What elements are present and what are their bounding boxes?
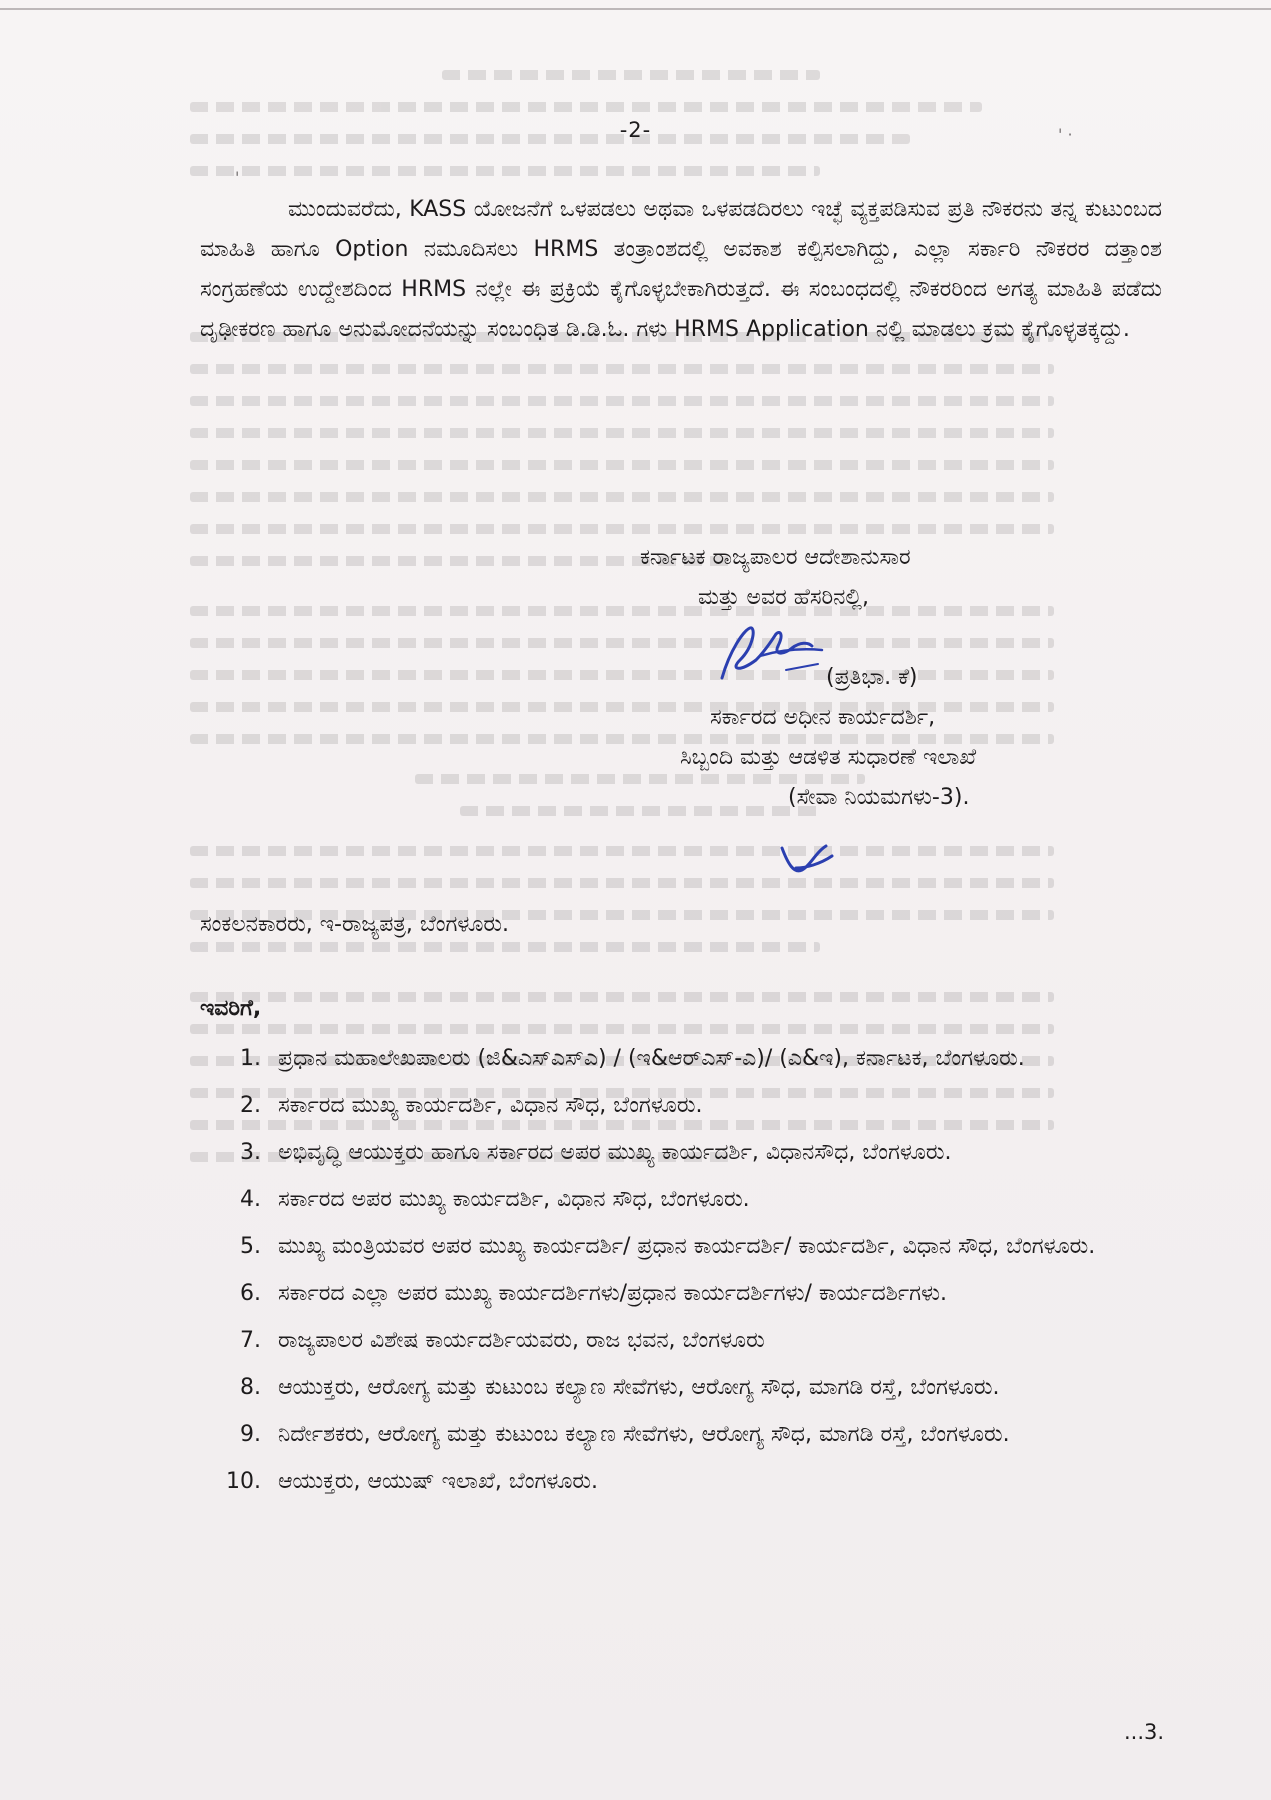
list-item-text: ಪ್ರಧಾನ ಮಹಾಲೇಖಪಾಲರು (ಜಿ&ಎಸ್‌ಎಸ್‌ಎ) / (ಇ&ಆರ್‌ಎಸ್-ಎ)/ (ಎ&ಇ), ಕರ್ನಾಟಕ, ಬೆಂಗಳೂರು. [278,1046,1025,1071]
list-item-number: 2. [240,1093,261,1118]
scan-edge-line [0,8,1271,10]
body-paragraph: ಮುಂದುವರೆದು, KASS ಯೋಜನೆಗೆ ಒಳಪಡಲು ಅಥವಾ ಒಳಪಡದಿರಲು ಇಚ್ಛೆ ವ್ಯಕ್ತಪಡಿಸುವ ಪ್ರತಿ ನೌಕರನು ತನ್ನ ಕುಟುಂಬದ ಮಾಹಿತಿ ಹಾಗೂ Option ನಮೂದಿಸಲು HRMS ತಂತ್ರಾಂಶದಲ್ಲಿ ಅವಕಾಶ ಕಲ್ಪಿಸಲಾಗಿದ್ದು, ಎಲ್ಲಾ ಸರ್ಕಾರಿ ನೌಕರರ ದತ್ತಾಂಶ ಸಂಗ್ರಹಣೆಯ ಉದ್ದೇಶದಿಂದ HRMS ನಲ್ಲೇ ಈ ಪ್ರಕ್ರಿಯೆ ಕೈಗೊಳ್ಳಬೇಕಾಗಿರುತ್ತದೆ. ಈ ಸಂಬಂಧದಲ್ಲಿ ನೌಕರರಿಂದ ಅಗತ್ಯ ಮಾಹಿತಿ ಪಡೆದು ದೃಢೀಕರಣ ಹಾಗೂ ಅನುಮೋದನೆಯನ್ನು ಸಂಬಂಧಿತ ಡಿ.ಡಿ.ಓ. ಗಳು HRMS Application ನಲ್ಲಿ ಮಾಡಲು ಕ್ರಮ ಕೈಗೊಳ್ಳತಕ್ಕದ್ದು. [200,197,1162,342]
list-item-text: ಆಯುಕ್ತರು, ಆರೋಗ್ಯ ಮತ್ತು ಕುಟುಂಬ ಕಲ್ಯಾಣ ಸೇವೆಗಳು, ಆರೋಗ್ಯ ಸೌಧ, ಮಾಗಡಿ ರಸ್ತೆ, ಬೆಂಗಳೂರು. [278,1375,1000,1400]
initials-mark [776,838,838,880]
list-item [200,1228,1162,1265]
list-item-number: 6. [240,1281,261,1306]
list-item-number: 3. [240,1140,261,1165]
list-item-number: 4. [240,1187,261,1212]
list-item [200,1369,1162,1406]
page-number: -2- [619,118,652,142]
order-line-2: ಮತ್ತು ಅವರ ಹೆಸರಿನಲ್ಲಿ, [698,585,869,610]
list-item-number: 1. [240,1046,261,1071]
list-item [200,1181,1162,1218]
list-item [200,1322,1162,1359]
list-item-number: 7. [240,1328,261,1353]
list-item-text: ಸರ್ಕಾರದ ಎಲ್ಲಾ ಅಪರ ಮುಖ್ಯ ಕಾರ್ಯದರ್ಶಿಗಳು/ಪ್ರಧಾನ ಕಾರ್ಯದರ್ಶಿಗಳು/ ಕಾರ್ಯದರ್ಶಿಗಳು. [278,1281,948,1306]
order-line-1: ಕರ್ನಾಟಕ ರಾಜ್ಯಪಾಲರ ಆದೇಶಾನುಸಾರ [640,545,911,570]
list-item-number: 5. [240,1234,261,1259]
list-item-number: 10. [226,1469,261,1494]
compiler-address: ಸಂಕಲನಕಾರರು, ಇ-ರಾಜ್ಯಪತ್ರ, ಬೆಂಗಳೂರು. [200,912,510,937]
signatory-designation: ಸರ್ಕಾರದ ಅಧೀನ ಕಾರ್ಯದರ್ಶಿ, [710,705,936,730]
list-item-number: 9. [240,1422,261,1447]
list-item [200,1416,1162,1453]
to-heading: ಇವರಿಗೆ, [200,996,262,1021]
list-item [200,1463,1162,1500]
signatory-department: ಸಿಬ್ಬಂದಿ ಮತ್ತು ಆಡಳಿತ ಸುಧಾರಣೆ ಇಲಾಖೆ [680,745,977,770]
list-item-text: ಆಯುಕ್ತರು, ಆಯುಷ್ ಇಲಾಖೆ, ಬೆಂಗಳೂರು. [278,1469,598,1494]
handwritten-signature [700,620,830,692]
list-item-number: 8. [240,1375,261,1400]
recipient-list [200,1040,1162,1510]
scan-speck: ' · [1058,125,1073,144]
list-item-text: ಅಭಿವೃದ್ಧಿ ಆಯುಕ್ತರು ಹಾಗೂ ಸರ್ಕಾರದ ಅಪರ ಮುಖ್ಯ ಕಾರ್ಯದರ್ಶಿ, ವಿಧಾನಸೌಧ, ಬೆಂಗಳೂರು. [278,1140,952,1165]
list-item-text: ಸರ್ಕಾರದ ಅಪರ ಮುಖ್ಯ ಕಾರ್ಯದರ್ಶಿ, ವಿಧಾನ ಸೌಧ, ಬೆಂಗಳೂರು. [278,1187,750,1212]
scan-speck: ' [235,168,240,187]
list-item [200,1134,1162,1171]
list-item-text: ನಿರ್ದೇಶಕರು, ಆರೋಗ್ಯ ಮತ್ತು ಕುಟುಂಬ ಕಲ್ಯಾಣ ಸೇವೆಗಳು, ಆರೋಗ್ಯ ಸೌಧ, ಮಾಗಡಿ ರಸ್ತೆ, ಬೆಂಗಳೂರು. [278,1422,1010,1447]
list-item-text: ಮುಖ್ಯ ಮಂತ್ರಿಯವರ ಅಪರ ಮುಖ್ಯ ಕಾರ್ಯದರ್ಶಿ/ ಪ್ರಧಾನ ಕಾರ್ಯದರ್ಶಿ/ ಕಾರ್ಯದರ್ಶಿ, ವಿಧಾನ ಸೌಧ, ಬೆಂಗಳೂರು. [278,1234,1096,1259]
list-item-text: ರಾಜ್ಯಪಾಲರ ವಿಶೇಷ ಕಾರ್ಯದರ್ಶಿಯವರು, ರಾಜ ಭವನ, ಬೆಂಗಳೂರು [278,1328,765,1353]
signatory-section: (ಸೇವಾ ನಿಯಮಗಳು-3). [788,785,970,810]
list-item-text: ಸರ್ಕಾರದ ಮುಖ್ಯ ಕಾರ್ಯದರ್ಶಿ, ವಿಧಾನ ಸೌಧ, ಬೆಂಗಳೂರು. [278,1093,703,1118]
list-item [200,1087,1162,1124]
signatory-name: (ಪ್ರತಿಭಾ. ಕೆ) [826,665,918,690]
continuation-marker: ...3. [1124,1720,1165,1744]
list-item [200,1040,1162,1077]
list-item [200,1275,1162,1312]
